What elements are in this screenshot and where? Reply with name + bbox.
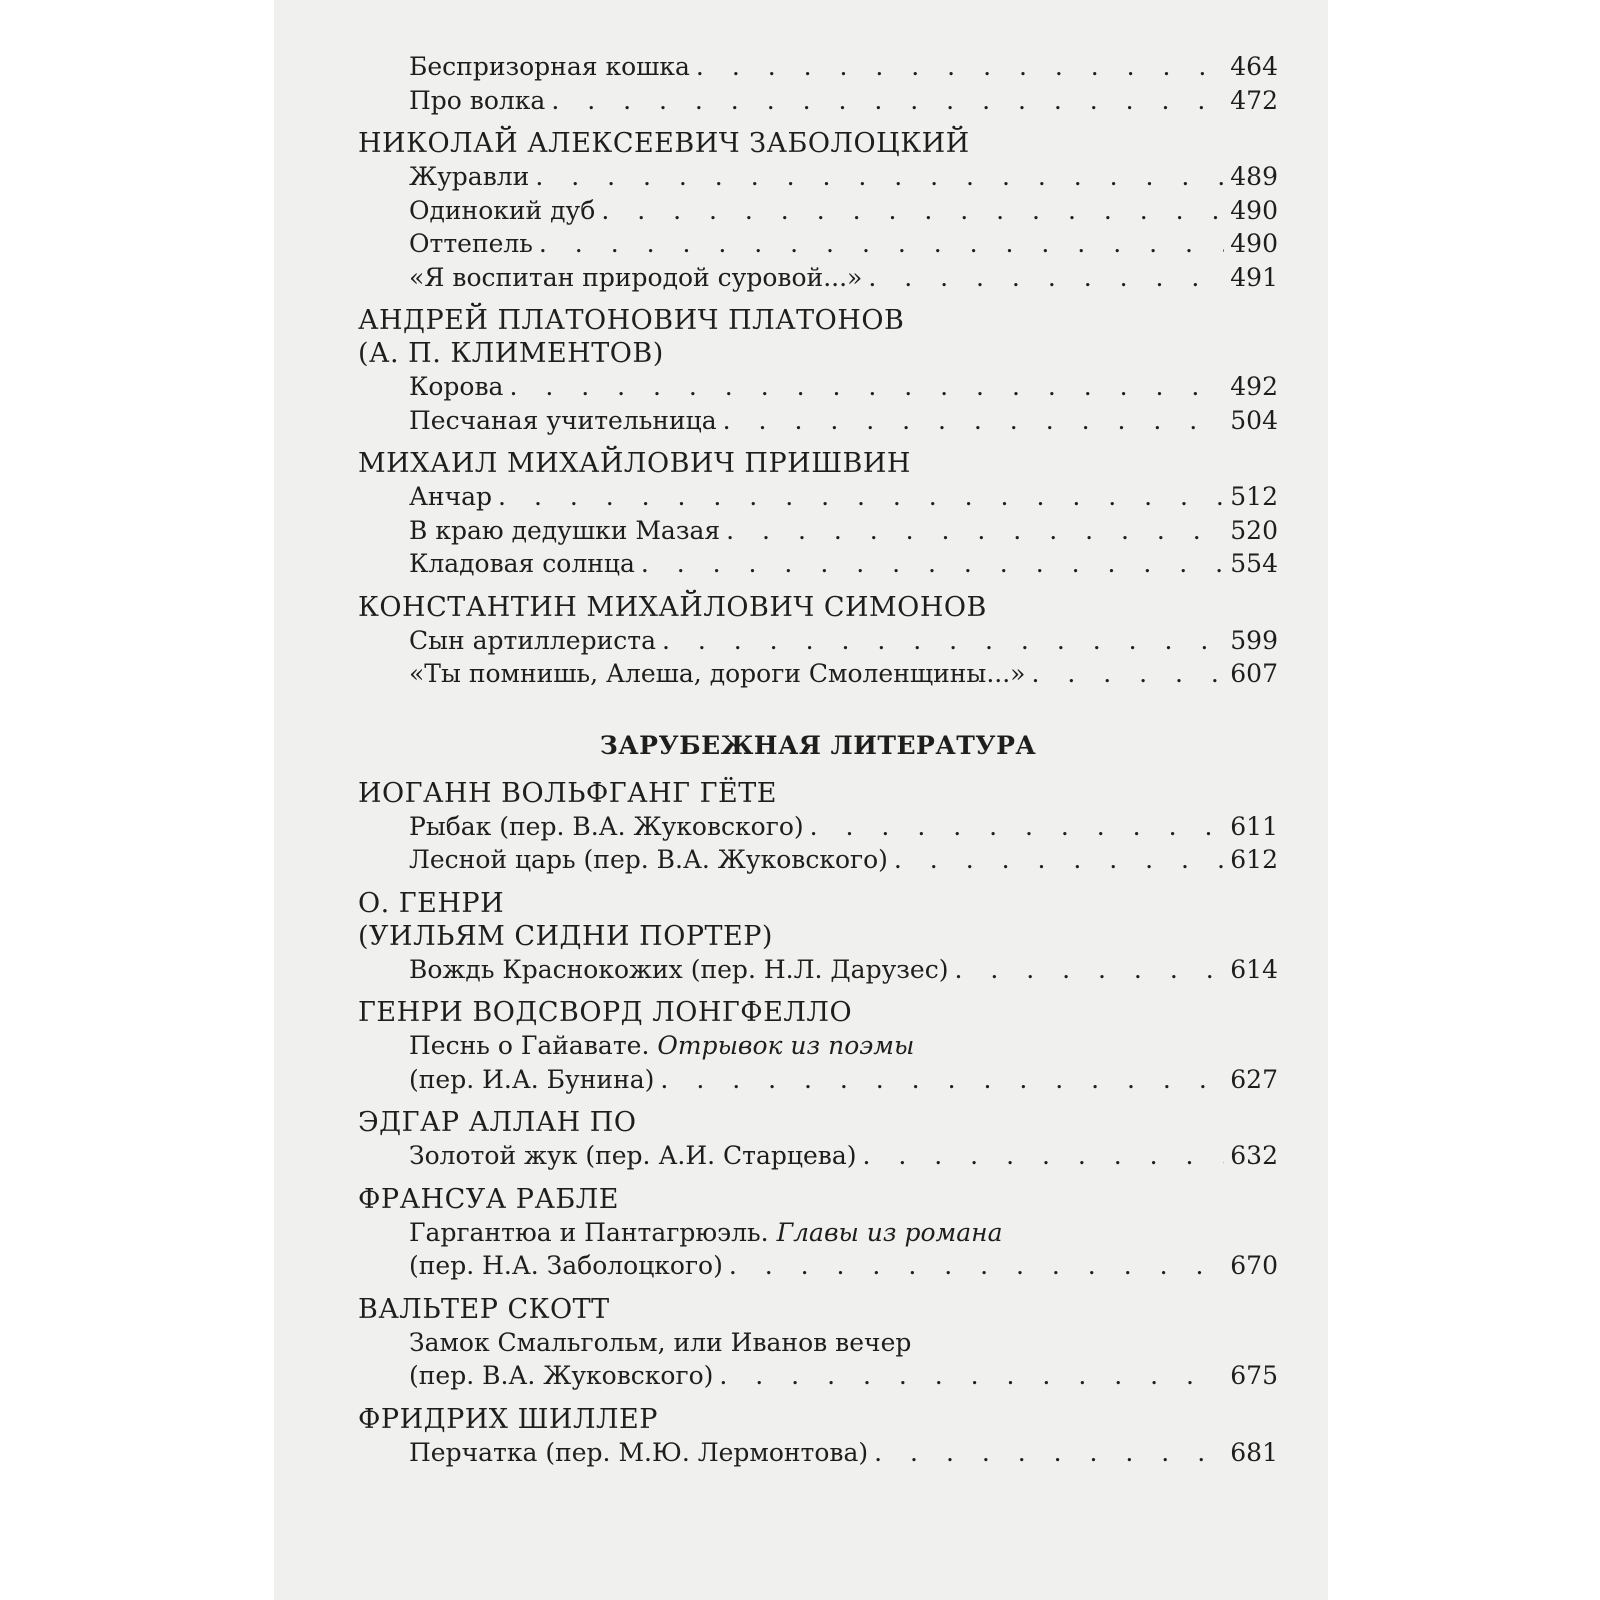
entry-title: Оттепель [409,229,533,258]
entry-title: Песнь о Гайавате. [409,1031,650,1060]
page-number: 614 [1230,954,1278,984]
author-heading: ФРИДРИХ ШИЛЛЕР [358,1403,658,1435]
toc-entry [409,624,1278,658]
toc-entry [409,160,1278,194]
entry-title: Рыбак (пер. В.А. Жуковского) [409,811,804,841]
page-number: 675 [1230,1361,1278,1390]
author-heading-alias: (УИЛЬЯМ СИДНИ ПОРТЕР) [358,920,773,952]
page-number: 520 [1230,515,1278,545]
entry-title: Перчатка (пер. М.Ю. Лермонтова) [409,1437,869,1467]
entry-subtitle: Главы из романа [776,1217,1003,1247]
page-number: 607 [1230,659,1278,688]
entry-title: Вождь Краснокожих (пер. Н.Л. Дарузес) [409,954,949,984]
toc-entry [409,657,1278,691]
dot-leader [874,1436,1224,1470]
page-number: 611 [1230,811,1278,841]
author-heading: ГЕНРИ ВОДСВОРД ЛОНГФЕЛЛО [358,997,853,1028]
toc-entry [409,1249,1278,1283]
author-heading: НИКОЛАЙ АЛЕКСЕЕВИЧ ЗАБОЛОЦКИЙ [358,128,970,159]
entry-title: Про волка [409,85,546,115]
dot-leader [954,953,1224,987]
author-heading: ВАЛЬТЕР СКОТТ [358,1293,610,1325]
toc-entry [409,1063,1278,1097]
dot-leader [641,547,1224,581]
page-number: 491 [1230,262,1278,292]
toc-entry [409,514,1278,548]
author-heading: О. ГЕНРИ [358,887,505,919]
toc-entry [409,50,1278,84]
page-number: 599 [1230,625,1278,655]
dot-leader [726,514,1224,548]
dot-leader [729,1249,1224,1283]
dot-leader [539,227,1224,261]
entry-translator: (пер. В.А. Жуковского) [409,1361,714,1390]
entry-title: Кладовая солнца [409,549,635,578]
entry-title-line [409,1326,1278,1360]
entry-title: Беспризорная кошка [409,52,690,81]
dot-leader [601,194,1224,228]
dot-leader [868,261,1224,295]
author-heading: ЭДГАР АЛЛАН ПО [358,1107,637,1138]
entry-title: Гаргантюа и Пантагрюэль. [409,1217,769,1247]
entry-subtitle: Отрывок из поэмы [657,1031,915,1060]
page-number: 489 [1230,162,1278,191]
page-number: 492 [1230,372,1278,401]
page-number: 464 [1230,52,1278,81]
entry-title: «Я воспитан природой суровой...» [409,262,863,292]
page-number: 627 [1230,1064,1278,1094]
page-number: 632 [1230,1141,1278,1170]
dot-leader [509,370,1224,404]
page-number: 490 [1230,229,1278,258]
entry-title: Корова [409,372,504,401]
dot-leader [719,1359,1224,1393]
toc-entry [409,370,1278,404]
entry-title: Сын артиллериста [409,625,656,655]
dot-leader [498,480,1224,514]
toc-entry [409,227,1278,261]
toc-entry [409,1436,1278,1470]
toc-entry [409,810,1278,844]
book-page [274,0,1328,1600]
entry-title-line [409,1029,1278,1063]
author-heading: ИОГАНН ВОЛЬФГАНГ ГЁТЕ [358,777,777,809]
entry-title: В краю дедушки Мазая [409,515,721,545]
page-number: 490 [1230,195,1278,225]
toc-entry [409,404,1278,438]
author-heading: ФРАНСУА РАБЛЕ [358,1183,619,1215]
page-number: 681 [1230,1437,1278,1467]
page-number: 504 [1230,405,1278,435]
toc-entry [409,194,1278,228]
section-title: ЗАРУБЕЖНАЯ ЛИТЕРАТУРА [599,730,1037,760]
author-heading: АНДРЕЙ ПЛАТОНОВИЧ ПЛАТОНОВ [358,305,905,336]
dot-leader [551,84,1224,118]
toc-entry [409,1359,1278,1393]
entry-title: Золотой жук (пер. А.И. Старцева) [409,1141,857,1170]
entry-title: Анчар [409,482,493,511]
dot-leader [535,160,1224,194]
toc-entry [409,1139,1278,1173]
page-number: 612 [1230,845,1278,874]
entry-title: Замок Смальгольм, или Иванов вечер [409,1327,912,1357]
toc-entry [409,953,1278,987]
page-number: 670 [1230,1251,1278,1280]
author-heading: МИХАИЛ МИХАЙЛОВИЧ ПРИШВИН [358,448,911,479]
page-number: 512 [1230,482,1278,511]
entry-title-line [409,1216,1278,1250]
author-heading-alias: (А. П. КЛИМЕНТОВ) [358,338,664,369]
author-heading: КОНСТАНТИН МИХАЙЛОВИЧ СИМОНОВ [358,591,987,623]
table-of-contents [358,50,1278,1469]
toc-entry [409,84,1278,118]
page-number: 554 [1230,549,1278,578]
toc-entry [409,547,1278,581]
dot-leader [696,50,1224,84]
toc-entry [409,843,1278,877]
dot-leader [1031,657,1224,691]
dot-leader [662,624,1224,658]
entry-title: «Ты помнишь, Алеша, дороги Смоленщины...» [409,659,1026,688]
entry-translator: (пер. И.А. Бунина) [409,1064,655,1094]
toc-entry [409,480,1278,514]
dot-leader [894,843,1224,877]
dot-leader [660,1063,1224,1097]
entry-translator: (пер. Н.А. Заболоцкого) [409,1251,723,1280]
entry-title: Журавли [409,162,530,191]
page-number: 472 [1230,85,1278,115]
entry-title: Песчаная учительница [409,405,717,435]
entry-title: Одинокий дуб [409,195,596,225]
entry-title: Лесной царь (пер. В.А. Жуковского) [409,845,888,874]
dot-leader [723,404,1225,438]
dot-leader [810,810,1225,844]
dot-leader [863,1139,1225,1173]
toc-entry [409,261,1278,295]
